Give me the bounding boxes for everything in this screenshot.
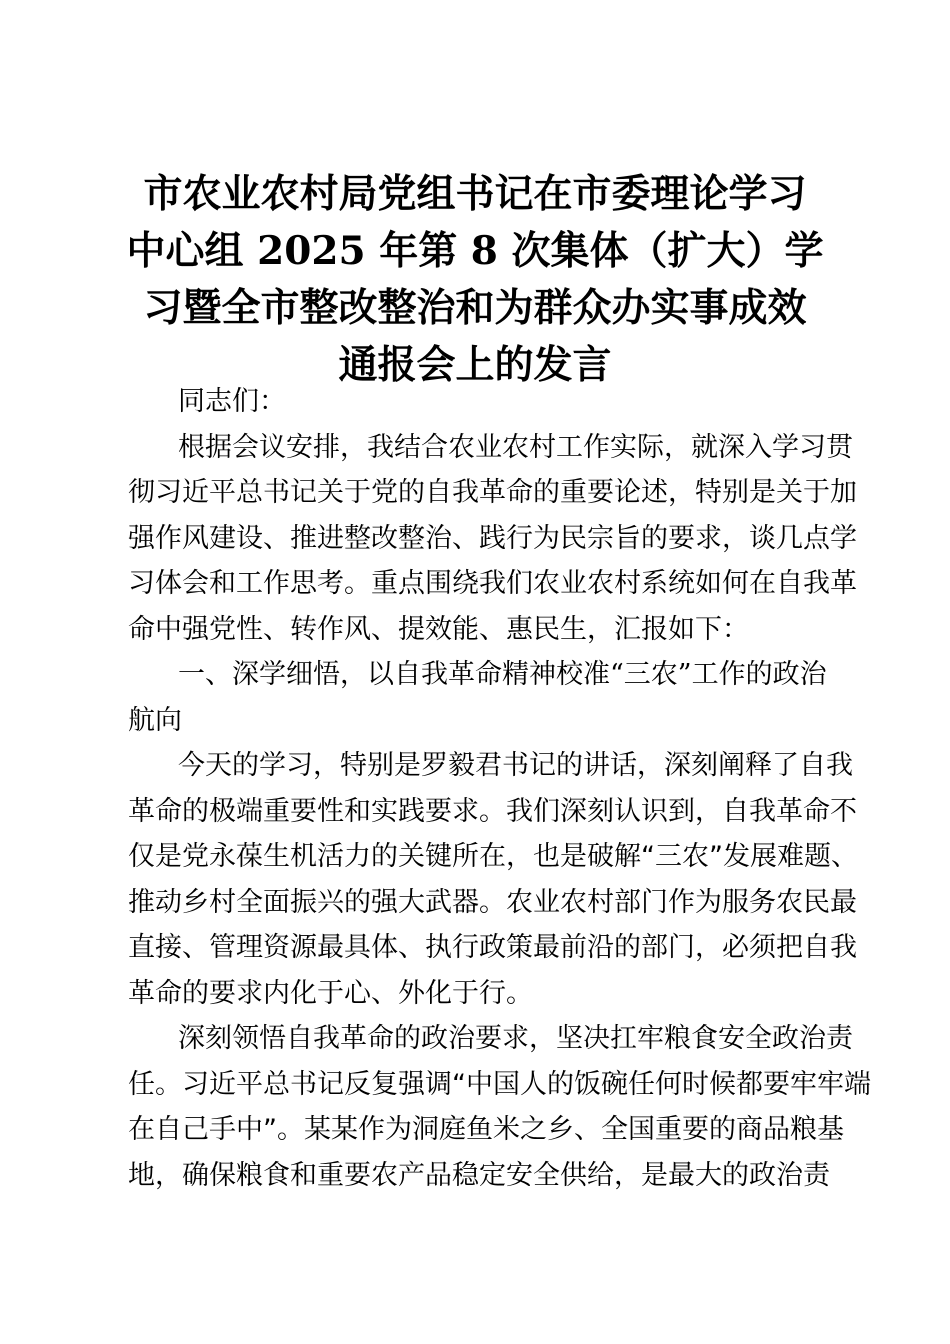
paragraph-3-line-2: 任。习近平总书记反复强调“中国人的饭碗任何时候都要牢牢端 — [128, 1068, 871, 1100]
paragraph-2-line-5: 直接、管理资源最具体、执行政策最前沿的部门，必须把自我 — [128, 932, 857, 963]
paragraph-2-line-2: 革命的极端重要性和实践要求。我们深刻认识到，自我革命不 — [128, 795, 857, 827]
paragraph-1-line-2: 彻习近平总书记关于党的自我革命的重要论述，特别是关于加 — [128, 477, 857, 508]
title-line-1: 市农业农村局党组书记在市委理论学习 — [143, 171, 807, 217]
paragraph-3-line-4: 地，确保粮食和重要农产品稳定安全供给，是最大的政治责 — [128, 1159, 830, 1191]
paragraph-1-line-1: 根据会议安排，我结合农业农村工作实际，就深入学习贯 — [178, 431, 853, 463]
title-line-2: 中心组 2025 年第 8 次集体（扩大）学 — [126, 228, 824, 274]
title-line-4: 通报会上的发言 — [338, 342, 612, 388]
salutation: 同志们： — [178, 386, 286, 417]
paragraph-3-line-3: 在自己手中”。某某作为洞庭鱼米之乡、全国重要的商品粮基 — [128, 1114, 844, 1145]
paragraph-1-line-3: 强作风建设、推进整改整治、践行为民宗旨的要求，谈几点学 — [128, 522, 857, 554]
section-heading-line-1: 一、深学细悟，以自我革命精神校准“三农”工作的政治 — [178, 659, 827, 690]
title-line-3: 习暨全市整改整治和为群众办实事成效 — [143, 285, 807, 331]
paragraph-2-line-6: 革命的要求内化于心、外化于行。 — [128, 977, 533, 1009]
paragraph-2-line-4: 推动乡村全面振兴的强大武器。农业农村部门作为服务农民最 — [128, 886, 857, 918]
paragraph-2-line-3: 仅是党永葆生机活力的关键所在，也是破解“三农”发展难题、 — [128, 841, 858, 872]
paragraph-2-line-1: 今天的学习，特别是罗毅君书记的讲话，深刻阐释了自我 — [178, 750, 853, 781]
document-body — [128, 379, 871, 1198]
document-title — [115, 166, 835, 394]
paragraph-1-line-5: 命中强党性、转作风、提效能、惠民生，汇报如下： — [128, 613, 749, 645]
section-heading-line-2: 航向 — [128, 704, 182, 736]
paragraph-3-line-1: 深刻领悟自我革命的政治要求，坚决扛牢粮食安全政治责 — [178, 1023, 853, 1054]
paragraph-1-line-4: 习体会和工作思考。重点围绕我们农业农村系统如何在自我革 — [128, 568, 857, 599]
